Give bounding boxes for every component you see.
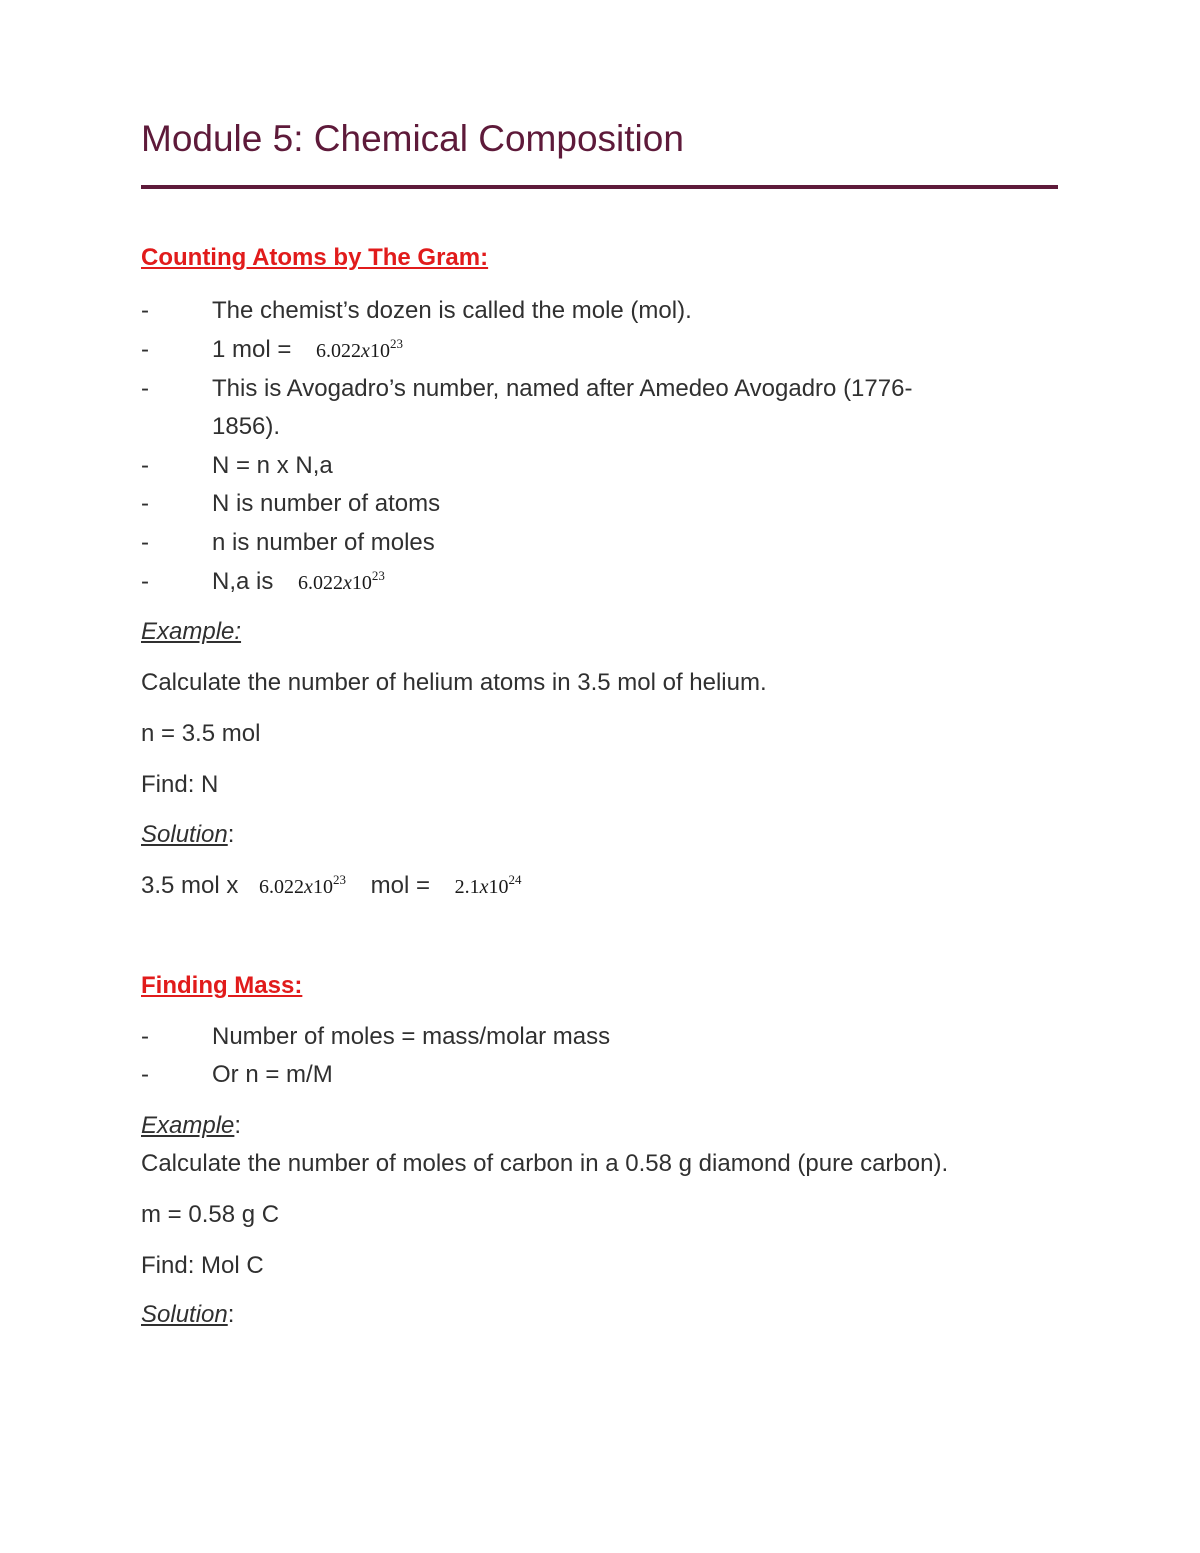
list-item-text: n is number of moles [212,529,435,556]
list-item [141,529,435,557]
list-item-text: The chemist’s dozen is called the mole (mol). [212,297,692,324]
list-item-text: Number of moles = mass/molar mass [212,1023,611,1050]
given-value: m = 0.58 g C [141,1201,280,1228]
solution-label: Solution: [141,1301,235,1328]
list-item [141,1023,610,1051]
avogadro-number: $6.022x10^{23}$ [316,336,403,362]
list-item [141,568,385,596]
bullet-dash: - [141,490,149,517]
section-heading-counting-atoms: Counting Atoms by The Gram: [141,244,489,271]
list-item [141,297,692,325]
list-item-text: Or n = m/M [212,1061,333,1088]
find-value: Find: Mol C [141,1252,264,1279]
bullet-dash: - [141,452,149,479]
bullet-dash: - [141,1023,149,1050]
list-item-continuation: 1856). [212,413,281,440]
bullet-dash: - [141,1061,149,1088]
find-value: Find: N [141,771,219,798]
bullet-dash: - [141,297,149,324]
solution-label: Solution: [141,821,235,848]
example-text: Calculate the number of helium atoms in 3.5 mol of helium. [141,669,767,696]
bullet-dash: - [141,336,149,363]
list-item [141,375,912,403]
list-item-text: N = n x N,a [212,452,333,479]
given-value: n = 3.5 mol [141,720,261,747]
list-item [141,1061,333,1089]
title-divider [141,185,1058,189]
list-item [141,490,440,518]
bullet-dash: - [141,568,149,595]
solution-equation: 3.5 mol x $6.022x10^{23}$ mol = $2.1x10^{24}$ [141,872,522,899]
avogadro-number: $6.022x10^{23}$ [298,568,385,594]
bullet-dash: - [141,375,149,402]
bullet-dash: - [141,529,149,556]
example-text: Calculate the number of moles of carbon in a 0.58 g diamond (pure carbon). [141,1150,949,1177]
example-label: Example: [141,618,242,645]
list-item-text: This is Avogadro’s number, named after Amedeo Avogadro (1776- [212,375,913,402]
list-item-text: N is number of atoms [212,490,441,517]
list-item-text: N,a is [212,568,274,595]
list-item [141,452,333,480]
avogadro-number: $6.022x10^{23}$ [259,872,346,898]
result-number: $2.1x10^{24}$ [454,872,522,898]
section-heading-finding-mass: Finding Mass: [141,972,303,999]
list-item-text: 1 mol = [212,336,292,363]
example-label: Example: [141,1112,242,1139]
page-title: Module 5: Chemical Composition [141,118,684,159]
list-item [141,336,403,364]
